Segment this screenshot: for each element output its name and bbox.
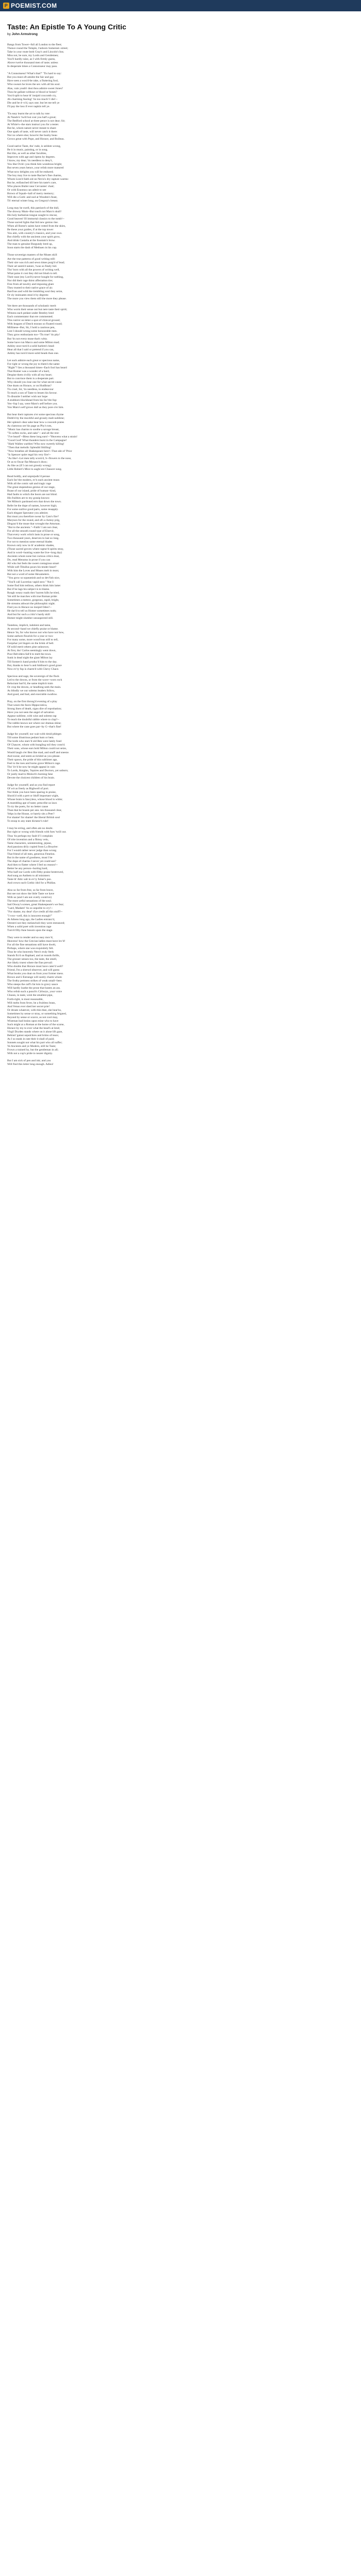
poem-line: Lest I should wrong some honourable men. [7, 330, 58, 333]
poem-line: Yelps in the House, or barely sits a Peer? [7, 812, 55, 816]
poem-stanza [7, 413, 354, 471]
poem-line: Th' eternal winter long, on Gregory's breast. [7, 199, 58, 202]
poem-line: Will find this letter long enough. Adieu! [7, 1063, 54, 1066]
poem-line: To teach the doubtful rabble where to clap?-- [7, 718, 59, 722]
poem-line: Or crop the downs, or headlong seek the main. [7, 685, 61, 689]
poem-line: "Lard, Madam! 'tis so unpolite to cry!-- [7, 907, 53, 910]
poem-line: Who relish such a punch's Cirburys, your voice [7, 990, 62, 994]
poem-line: But this, as well as other faculties, [7, 152, 47, 156]
poem-line: The man to genuine Burgundy bred up, [7, 243, 53, 246]
poem-line: His holy barbarian tongue sought to rescue, [7, 214, 58, 217]
poem-line: Their art seem'd nature, 'twas so finely hid. [7, 264, 57, 268]
poem-line: Who worm their sense out but nere taste their spirit; [7, 308, 68, 312]
poem-stanza [7, 43, 354, 69]
poem-line: Die and be d--n'd, says one; but let me tell ye [7, 101, 60, 105]
poem-line: Oresteri not they melancholi they were entranced; [7, 921, 65, 925]
poem-line: And swear, and seem as tickled as you please. [7, 754, 60, 758]
poem-line: But he, enflanched till here his taste's care, [7, 181, 57, 184]
poem-line: What books you doat on from your former mess. [7, 972, 64, 976]
poem-line: The Bedford school at three pence is not dear; Sir; [7, 119, 65, 123]
poem-line: Despise them civilly with all my heart; [7, 373, 52, 377]
poem-line: The great stupendous genius of our stage, [7, 486, 56, 489]
poem-stanza [7, 827, 354, 885]
poem-line: With all the comic salt and tragic rage [7, 482, 52, 486]
poem-line: You like Ovid--you think him wondrous bright; [7, 163, 62, 166]
poem-line: Of Chaucer, whom with bungling toil they conn'd. [7, 743, 65, 747]
poem-line: Yet Milton's pardoned errs that down the town. [7, 500, 62, 504]
poem-line: Who swears he loves the sex with all his soul. [7, 83, 60, 87]
poem-line: Refer be the dupe of names, however high; [7, 504, 57, 507]
poem-line: "Now breathes all Shakespeare here!--That ode of 'Prior [7, 449, 72, 453]
poem-line: Tho' born with all the powers of writing well, [7, 268, 60, 272]
poem-line: Her splenn's dear sake hear how a cosconb prates [7, 420, 64, 424]
poem-line: The boy may live to taste Racine's fine charms, [7, 174, 62, 177]
poem-line: "Good God! What thunders burst in the Campagne! [7, 438, 67, 442]
poem-line: Virgil Dryden stands where on it alone lift gaze, [7, 1030, 63, 1033]
poem-line: Devote the choicest children of his brain. [7, 776, 55, 779]
poem-line: Whose brain is fancyless, whose blood is white; [7, 798, 63, 802]
poem-line: I'll pay the loss if ever napkin tell ye. [7, 105, 50, 108]
poem-line: But you must oft amidst the fair and gay [7, 76, 54, 79]
poem-line: As blindly we our solemn leaders follow, [7, 689, 55, 692]
poem-line: But he, whom nature never meant to share [7, 126, 56, 130]
poem-line: And good, and bad, and execrable swallow. [7, 692, 58, 696]
poem-stanza [7, 1059, 354, 1066]
poem-line: Farquhar yet lingers on the brink of hell. [7, 642, 54, 646]
poem-line: Nor think you have been sparing in praise, [7, 791, 57, 794]
poem-line: But 'tis not every muse that's witty. [7, 337, 48, 341]
poem-line: Horace by my to ever what the head's at lend; [7, 1026, 60, 1030]
poem-line: Nor did their rage thirst affectation tire; [7, 279, 53, 282]
poem-line: Will melts from fever, be a fruitless brass, [7, 1001, 56, 1005]
poem-line: What pains it cost they did not blush to tell. [7, 272, 58, 275]
poem-line: Thou be gallant without or blood or bones? [7, 90, 57, 94]
poem-line: Forth-right, is most reasonable, [7, 997, 44, 1001]
poem-line: But hear their raptures o'er some specious rhyme [7, 413, 64, 417]
poem-line: Ashley once turn'd a solid harlem's head: [7, 344, 55, 348]
poem-line: One doats on Horace, or on Hudibras? [7, 384, 52, 388]
poem-line: Will die a Goth: and nod at Wooden's feast, [7, 195, 58, 199]
poem-line: As I so stank in rate their it shall of paid; [7, 1038, 55, 1041]
poem-body [7, 43, 354, 1066]
poem-line: Who places Butler near Cervantes' chair; [7, 184, 55, 188]
poem-stanza [7, 733, 354, 780]
poem-line: Why should you lose one for what secret cause [7, 381, 62, 384]
poem-line: Brown of Squab--hall of merry memory; [7, 192, 55, 195]
poem-line: Their spawn, the pride of this sublimer age, [7, 758, 58, 761]
poem-line: Beyond by sense or scarce, as not cool may, [7, 1015, 58, 1019]
poem-line: Find you in Horace no insipid Odes?-- [7, 605, 52, 609]
poem-line: Free from all tawdry and imposing glare [7, 282, 54, 286]
poem-line: Let such admire each great or specious name, [7, 359, 60, 362]
poem-line: But must you therefore swear by Cato's fire? [7, 515, 59, 518]
poem-line: Or justly mad to Moloch's burning fane [7, 772, 53, 776]
poem-line: Some authors flourish for a year or two: [7, 635, 54, 638]
poem-line: All who but feels the sweet contagious smart [7, 562, 59, 566]
site-name: POEMIST.COM [11, 2, 57, 9]
poem-line: But see not show the little Taste we have [7, 892, 55, 896]
poem-line: But I am sick of pen and ink; and you [7, 1059, 51, 1063]
poem-line: "Hark Wallen warbles! Who now sweetly killing! [7, 442, 64, 446]
poem-line: When a solid poet with invention rage [7, 925, 52, 928]
poem-line: To stoop to any state dictator's rule! [7, 820, 48, 823]
poem-line: The dupe of charms I never yet could see? [7, 859, 56, 863]
poem-stanza [7, 889, 354, 933]
poem-line: Or with Erasmus can admit to see [7, 188, 46, 192]
poem-line: In desperate times a Connoisseur may pass. [7, 65, 58, 69]
site-logo[interactable] [3, 2, 57, 9]
poem-line: And crown such Gothic idol for a Phidias. [7, 882, 56, 885]
poem-line: But seven years hence, your relish more matured [7, 166, 64, 170]
poem-line: Be these your guides, if at the top tower [7, 228, 54, 232]
poem-line: That Homer was a wonder of a bard, [7, 369, 50, 373]
poem-line: For all the smooth round type of Elzevir, [7, 529, 55, 533]
poem-line: The drowsy Mum--But touch not Maro's skull! [7, 210, 62, 213]
poem-line: Of solid merit others pine unknown; [7, 646, 50, 649]
poem-line: Sometimes a meteor, gorgeous, rapid, bright, [7, 598, 59, 602]
poem-line: I know, my dear; 'tis needless to deny't, [7, 159, 53, 163]
poem-line: Would laugh o'er Ben like mad, and snuff and sneeze. [7, 751, 70, 754]
poem-line: Such might at a Roman at the home of the scarse, [7, 1023, 64, 1026]
poem-line: Perhaps, where one was exquisitely felt. [7, 946, 54, 950]
poem-stanza [7, 304, 354, 355]
poem-line: Will hardly loathe the prose that bastes an ass. [7, 987, 61, 990]
poem-stanza [7, 253, 354, 301]
poem-line: When all Rome's saints have rotted from the skies, [7, 225, 66, 228]
poem-line: And but for such a critic's hardy skill [7, 613, 50, 616]
poem-line: For many some, more wond'rous still to tell, [7, 638, 59, 642]
poem-stanza [7, 675, 354, 697]
poem-line: Thus 'tis perhaps my fault if I complain [7, 834, 53, 838]
poem-line: Pray, on the first throng'd evening of a play [7, 700, 57, 703]
poem-line: Of trite invention and a flimsy vein, [7, 838, 49, 841]
poem-line: Those sovereign masters of the Muses skill [7, 253, 57, 257]
poem-line: Good heaven! Ill immortal classics to the tomb!-- [7, 217, 64, 221]
poem-line: Yet still he marches with true Roman pride: [7, 595, 58, 598]
poem-line: Now ev'ry fop is charm'd with Chevy Chace. [7, 667, 59, 671]
poem-line: Two thousand years, deserves to last so long. [7, 536, 59, 540]
poem-line: Tame characters, uninteresting, jejune, [7, 841, 52, 845]
poem-line: Bard'ous and wild the trembling soul they seize, [7, 290, 63, 293]
poem-line: Friend, I'm a shrewd observer, and will guess [7, 969, 60, 972]
poem-line: Hear all that I said or pretend if you can, [7, 348, 54, 351]
poem-line: At Athens long ago, the Ladies entranc'd, [7, 918, 55, 921]
poem-stanza [7, 624, 354, 671]
poem-line: Hence 'tis, for who knows not who have not how, [7, 631, 64, 635]
poem-line: Shock'd with a pert or bluff important wight, [7, 794, 59, 798]
poem-line: "I vow--well, this is innocent enough!" [7, 914, 53, 918]
poem-line: Some have run Marco and some Milton mad; [7, 341, 60, 344]
poem-byline [7, 32, 354, 36]
poem-line: Some find him tedious, others think him lame: [7, 584, 61, 587]
poem-line: Yes--fop I say, were Maro's self before you. [7, 402, 58, 406]
poem-line: Of wit as freely as Bigbwell of port. [7, 787, 49, 790]
poem-line: For I would rather never judge than wrong [7, 849, 57, 852]
poem-line: Taste th' Attic salt in ev'ry fulser's pus. [7, 878, 52, 882]
poem-line: Ah charming fearing! 'tis too much! I die!-- [7, 97, 58, 101]
poem-line: They were to render and so easy mov'd, [7, 936, 53, 939]
poem-line: "A Connoisseur! What's that?" 'Tis hard to say: [7, 72, 62, 76]
poem-line: Judge for yourself; nor wait with timid phlegm [7, 733, 61, 736]
poem-line: Ye Ancients and ye Modern, still be Taste; [7, 1045, 56, 1048]
poem-line: This rum'er on letter a spot of clinical ground; [7, 319, 60, 323]
poem-line: The grosser senses too, the taste, the smell, [7, 958, 57, 961]
poem-line: Tasteless, implicit, indolent and tame, [7, 624, 51, 628]
poem-line: Homer might slumber unsuspected still. [7, 616, 54, 620]
poem-stanza [7, 112, 354, 141]
poem-stanza [7, 207, 354, 250]
poem-line: Than that he boasts per ann. ten thousand clear, [7, 809, 62, 812]
poem-line: Had faults to which the boors are not blind. [7, 493, 58, 497]
byline-label: by [7, 32, 11, 36]
poem-line: As clamrous oer his page as Phy's tots, [7, 424, 52, 428]
poem-line: They trusted to their native grace of air. [7, 286, 53, 290]
poem-line: But to convince them is a desperate part. [7, 377, 55, 380]
poem-line: "You'll call Lucretius vapid next." Not I: [7, 580, 54, 584]
poem-line: Witness each pedant under Bentley bred [7, 312, 54, 315]
poem-line: But not a word of some Hexameters. [7, 573, 50, 577]
poem-line: What now delights you will be endured; [7, 170, 54, 174]
poem-line: Led to the downs, or from the wave--worn rock [7, 678, 62, 682]
poem-stanza [7, 784, 354, 824]
poem-content [0, 11, 361, 1066]
poem-line: Soon starts the dash of Methuen in his cup. [7, 246, 57, 250]
poem-line: Good native Taste, tho' rude, is seldom wrong, [7, 145, 61, 148]
poem-line: 'Tis easy learnt the art to talk by rote: [7, 112, 51, 115]
poem-line: For right or wrong the joy to them's the same: [7, 362, 60, 366]
poem-line: Reluctant hurl'd, the same implicit train [7, 682, 53, 685]
poem-line: Stands fix'd on Raphael, and at rounds thrills, [7, 954, 60, 957]
poem-line: Who steeps the calf's fat loin in gravy sauce [7, 983, 58, 987]
poem-line: His frailties are to my gossip known: [7, 497, 50, 500]
poem-line: They grow enthusiasts too--'Tis true! 'tis pity! [7, 333, 60, 337]
poem-line: But right or wrong with friends with foes 'twill out. [7, 831, 67, 834]
poem-line: To Lords, Knights, 'Squires and Doctors, yet unborn; [7, 769, 69, 772]
poem-line: Appear sublime, with wise and solemn rap [7, 715, 57, 718]
poem-line: Or as to Oscar flat Monaco's draw; [7, 461, 48, 464]
poem-stanza [7, 145, 354, 203]
poem-line: Thus he who heavenly Nero's truly feels [7, 950, 54, 954]
poem-line: Have seen a wou'd-be rake, a fluttering fool, [7, 79, 59, 83]
poem-line: One spark of taste, will never catch it there: [7, 130, 58, 134]
poem-line: A stubborn blockhead from his fav'rite fop: [7, 399, 57, 402]
poem-line: At White's--the stars instruct you for a tester. [7, 123, 59, 126]
poem-line: Each commentator that ere commented. [7, 315, 53, 319]
poem-line: But chiefly with the ancients your spirit grow, [7, 235, 60, 239]
poem-line: Be it in music, painting, or in song. [7, 148, 48, 152]
poem-line: Tis cruel, Sir, 'tis needless, to endeavour [7, 388, 54, 392]
poem-line: Those sacred lights that bid new genius rise. [7, 221, 59, 225]
poem-line: The frothy pertness strikes of weak small--beer. [7, 979, 62, 983]
poem-line: Frown a trained by, but the gentleman in all; [7, 1048, 59, 1052]
poem-line: "You grow so squeamish and so dev'lish nice, [7, 577, 60, 580]
poem-line: But, thanks to heav'n and Addison's good grace [7, 664, 62, 667]
poem-line: Specious and sage, the sovereign of the flock [7, 674, 59, 678]
poem-line: For some outlive good parts, some reuapply. [7, 507, 59, 511]
poem-line: Turn'd fifty-fune bosom upon the stage. [7, 928, 53, 932]
poem-line: Who half our Lords with filthy praise bestrewed, [7, 870, 64, 874]
poem-line: Also so far from free, so far from brave, [7, 889, 54, 892]
logo-icon: P [3, 3, 9, 9]
poem-line: "But to the ancients."--Faith! I am not clear, [7, 526, 58, 529]
poem-line: Better be any person--hurting bard, [7, 867, 48, 870]
poem-line: Heavens! how the Grecian ladies must have lov'd! [7, 939, 65, 943]
poem-line: Till some illustrious pedant hum or hem. [7, 736, 55, 740]
poem-line: Miss not, be sure, my Lords and Gentlemen; [7, 54, 59, 58]
poem-line: With leagues of Dutch morass so floated round; [7, 323, 62, 326]
poem-line: Or dream whatever, with thin thee, she hear'ns, [7, 1008, 62, 1012]
poem-line: "Right"? lies a thousand times--Each fool has heard [7, 366, 67, 369]
poem-line: Alas, vain youth! dost thou admire sweet Jones? [7, 87, 63, 90]
poem-line: But if he lags his subject is to blame. [7, 587, 50, 591]
poem-line: For shame! for shame! the liberal British soul [7, 816, 60, 820]
poem-line: Do, read Menutus in prose if you can [7, 558, 51, 562]
poem-line: A mumbling ape of taste; prescribe us laws [7, 802, 57, 805]
poem-line: You'd split to hear th' insipid coxcomb cry, [7, 94, 57, 97]
poem-line: Sad Otway's scenes, great Shakespeare's we fear; [7, 903, 64, 907]
poem-line: Improves with age and ripens by degrees. [7, 156, 56, 159]
poem-line: And sung an Anthem to all ministers: [7, 874, 51, 878]
poem-line: Or sly insinuates steal it by degrees: [7, 294, 49, 297]
poem-line: To try the poets, for no better cause [7, 805, 48, 809]
poem-stanza [7, 359, 354, 410]
poem-line: Poor Belvidera fail'd to melt the town. [7, 653, 52, 656]
poem-line: Thence round the Temple, t'unborn Somerset--street; [7, 47, 68, 50]
poem-line: To disunite I neither wish nor hope [7, 395, 48, 399]
poem-line: Sometimes by sense or stray, or something feigned, [7, 1012, 67, 1015]
poem-line: At second--hand we chiefly praise or blame. [7, 628, 59, 631]
poem-line: Millinese--But, Sir, I hold a cautious pen, [7, 326, 55, 330]
poem-line: Behind 'gainst sepulchres and brims of tears; [7, 1034, 59, 1037]
poem-line: Known only now in th' academic shades, [7, 544, 55, 548]
poem-line: I may be erring, and often am no doubt. [7, 827, 53, 831]
poem-line: That friend of all men, generous Fenelon. [7, 852, 55, 856]
poem-line: Above twelve thousand men of taste; unless [7, 61, 58, 65]
poem-stanza [7, 700, 354, 729]
poem-line: Boast of our island, pride of human--kind, [7, 489, 56, 493]
poem-line: Feel to the toes and horns grave Milton's rage. [7, 761, 61, 765]
poem-line: Dubb'd by the mockful and grossly malt-sublime; [7, 417, 65, 420]
poem-line: Ashley has turn'd more solid heads than one. [7, 351, 59, 355]
poem-line: Have you not seen the angel of salvation [7, 711, 54, 715]
poem-line: At Nando's 'twill but cost you half a groat; [7, 115, 56, 119]
poem-line: With not a cup's pride to nearer dignity. [7, 1052, 53, 1056]
poem-line: He streams athwart the philosophic night. [7, 602, 56, 605]
poem-line: Little Robert's Mice to aught ere Chaucer sung. [7, 468, 62, 471]
poem-line: Their sons, whose ears bold Milton could not seize, [7, 747, 67, 751]
poem-line: For all the fine sensations still have dwelt, [7, 943, 56, 946]
poem-line: For not to mention some eternal blades [7, 540, 53, 544]
poem-line: Strong lines of death, signs dire of reprobation; [7, 707, 62, 711]
poem-line: Tho' liv'd he now he might appeal in vain [7, 765, 55, 769]
poem-line: Whom Lion'd faith sid on Nevis's dry rapture warms: [7, 177, 69, 181]
poem-line: With him the Loves and Muses melt in tears; [7, 569, 59, 573]
site-header [0, 0, 361, 11]
poem-line: But in the name of goodness, must I be [7, 856, 53, 859]
poem-line: Chuses, in taste, wish the smallest pipe, [7, 994, 53, 997]
poem-line: Ancients whom none but curious critics doat, [7, 555, 60, 558]
poem-line: Their sire was rich and sewn times purg'd of lead; [7, 261, 65, 264]
poem-line: That wears the faces Hippocratica, [7, 703, 47, 707]
poem-line: You aim, with country's classics, and your own. [7, 232, 62, 235]
poem-line: Nor no where else; howe'er the booby beau [7, 134, 57, 138]
poem-line: "I've heard"--Bless these long ears!--"Heavens what a strain! [7, 435, 77, 438]
poem-line: Who doubts that Horace must have cater'd well? [7, 965, 63, 969]
poem-line: With us (and I am not overly contrive) [7, 896, 52, 900]
poem-line: As like as (if I can not grossly wrong) [7, 464, 51, 468]
poem-line: (Those sacred groves where raptur'd spirits stray, [7, 548, 64, 551]
poem-line: Each elegant Spectator you admire; [7, 511, 48, 515]
poem-line: "For shame, my dear! d'ye credit all this stuff?-- [7, 910, 63, 914]
poem-line: "Then that melodic Splendid Shilling! [7, 446, 52, 449]
poem-line: Yet there are thousands of scholastic merit [7, 304, 56, 308]
poem-line: "Music has charms to soothe a savage breast, [7, 428, 60, 431]
poem-line: Are the true patterns of good writing still: [7, 257, 56, 261]
poem-line: "Is Spencer quite regal his very fire!-- [7, 453, 51, 456]
poem-line: And drink Castalia at the fountain's brow. [7, 239, 56, 243]
poem-line: Till Somers's hand produc'd him to the day. [7, 660, 57, 664]
poem-line: He dar'd to tell us Homer sometimes nods; [7, 609, 57, 613]
poem-line: Yon Maro's self grows dull as they pore o'er him. [7, 406, 64, 410]
poem-stanza [7, 936, 354, 1056]
poem-line: Sunk in dead night the giant Milton lay [7, 656, 53, 660]
poem-line: At first, tho' Carlos seemingly went down, [7, 649, 56, 653]
poem-line: Are likely truest where the fine prevail: [7, 961, 53, 965]
poem-line: But where the cane goes pat--by G--that's fine! [7, 725, 61, 729]
poem-line: Read boldly, and unprejudic'd peruse [7, 475, 50, 479]
poem-line: Sonnets sought not what his part who all suffer; [7, 1041, 62, 1045]
poem-line: Judge for yourself; and as you find report [7, 783, 55, 787]
poem-line: Bangs from Tower--full all London to the fleet; [7, 43, 62, 46]
poem-line: Wiseman had brains upon mine who to have [7, 1019, 59, 1023]
poem-line: Each fav'rite modern, ev'n each ancient muse. [7, 479, 60, 482]
poem-line: "As like!--Let men tally scorn'd, S--flowers to the nose, [7, 456, 72, 460]
poem-line: "To soften rocks, and oaks"-- and all the rest: [7, 431, 59, 435]
poem-line: Grows great with Pope, and Horace, and Boileau. [7, 138, 64, 141]
poem-line: Long may he swell, this patriarch of the dull, [7, 206, 59, 210]
poem-line: The rabble knows not where our dramas shine; [7, 722, 61, 725]
poem-line: You'll hardly raise, as I with firmly guess, [7, 58, 56, 61]
poem-line: Brown and L'Estrange will surely charm whom [7, 976, 62, 979]
poem-author[interactable]: John Armstrong [11, 32, 38, 36]
poem-line: Maryson for the round, and oft a clumsy prig, [7, 518, 60, 522]
poem-line: To teach a son of Taste to lessen his favour. [7, 392, 57, 395]
poem-line: The more you view them still the more they please. [7, 297, 67, 301]
poem-line: Take in your route both Gray's and Lincoln's Inn; [7, 50, 64, 54]
poem-title: Taste: An Epistle To A Young Critic [7, 23, 126, 31]
poem-line: Disgrac'd the muse that wrought the Atturnan. [7, 522, 61, 526]
poem-line: The more artful sensations of the soul; [7, 900, 52, 903]
poem-line: And then to flatter where I feel no reason!-- [7, 863, 58, 867]
poem-line: And passions drily copied from La Bruyère: [7, 845, 58, 849]
poem-stanza [7, 72, 354, 108]
poem-line: That every work which lasts in prose or song, [7, 533, 60, 536]
poem-line: And in word--hunting waste the live--long day) [7, 551, 62, 555]
poem-line: While soft Tibullus pours his tender heart? [7, 566, 57, 569]
poem-line: The lords who starv'd old Ben were lately fond [7, 740, 62, 743]
poem-line: And Venus ever shed her secret prie! [7, 1005, 50, 1008]
poem-line: Their ease (my Lord's) never bought for nothing, [7, 275, 64, 279]
poem-stanza [7, 475, 354, 620]
poem-line: Rough weary roads thro' barren hills he tried, [7, 591, 60, 595]
